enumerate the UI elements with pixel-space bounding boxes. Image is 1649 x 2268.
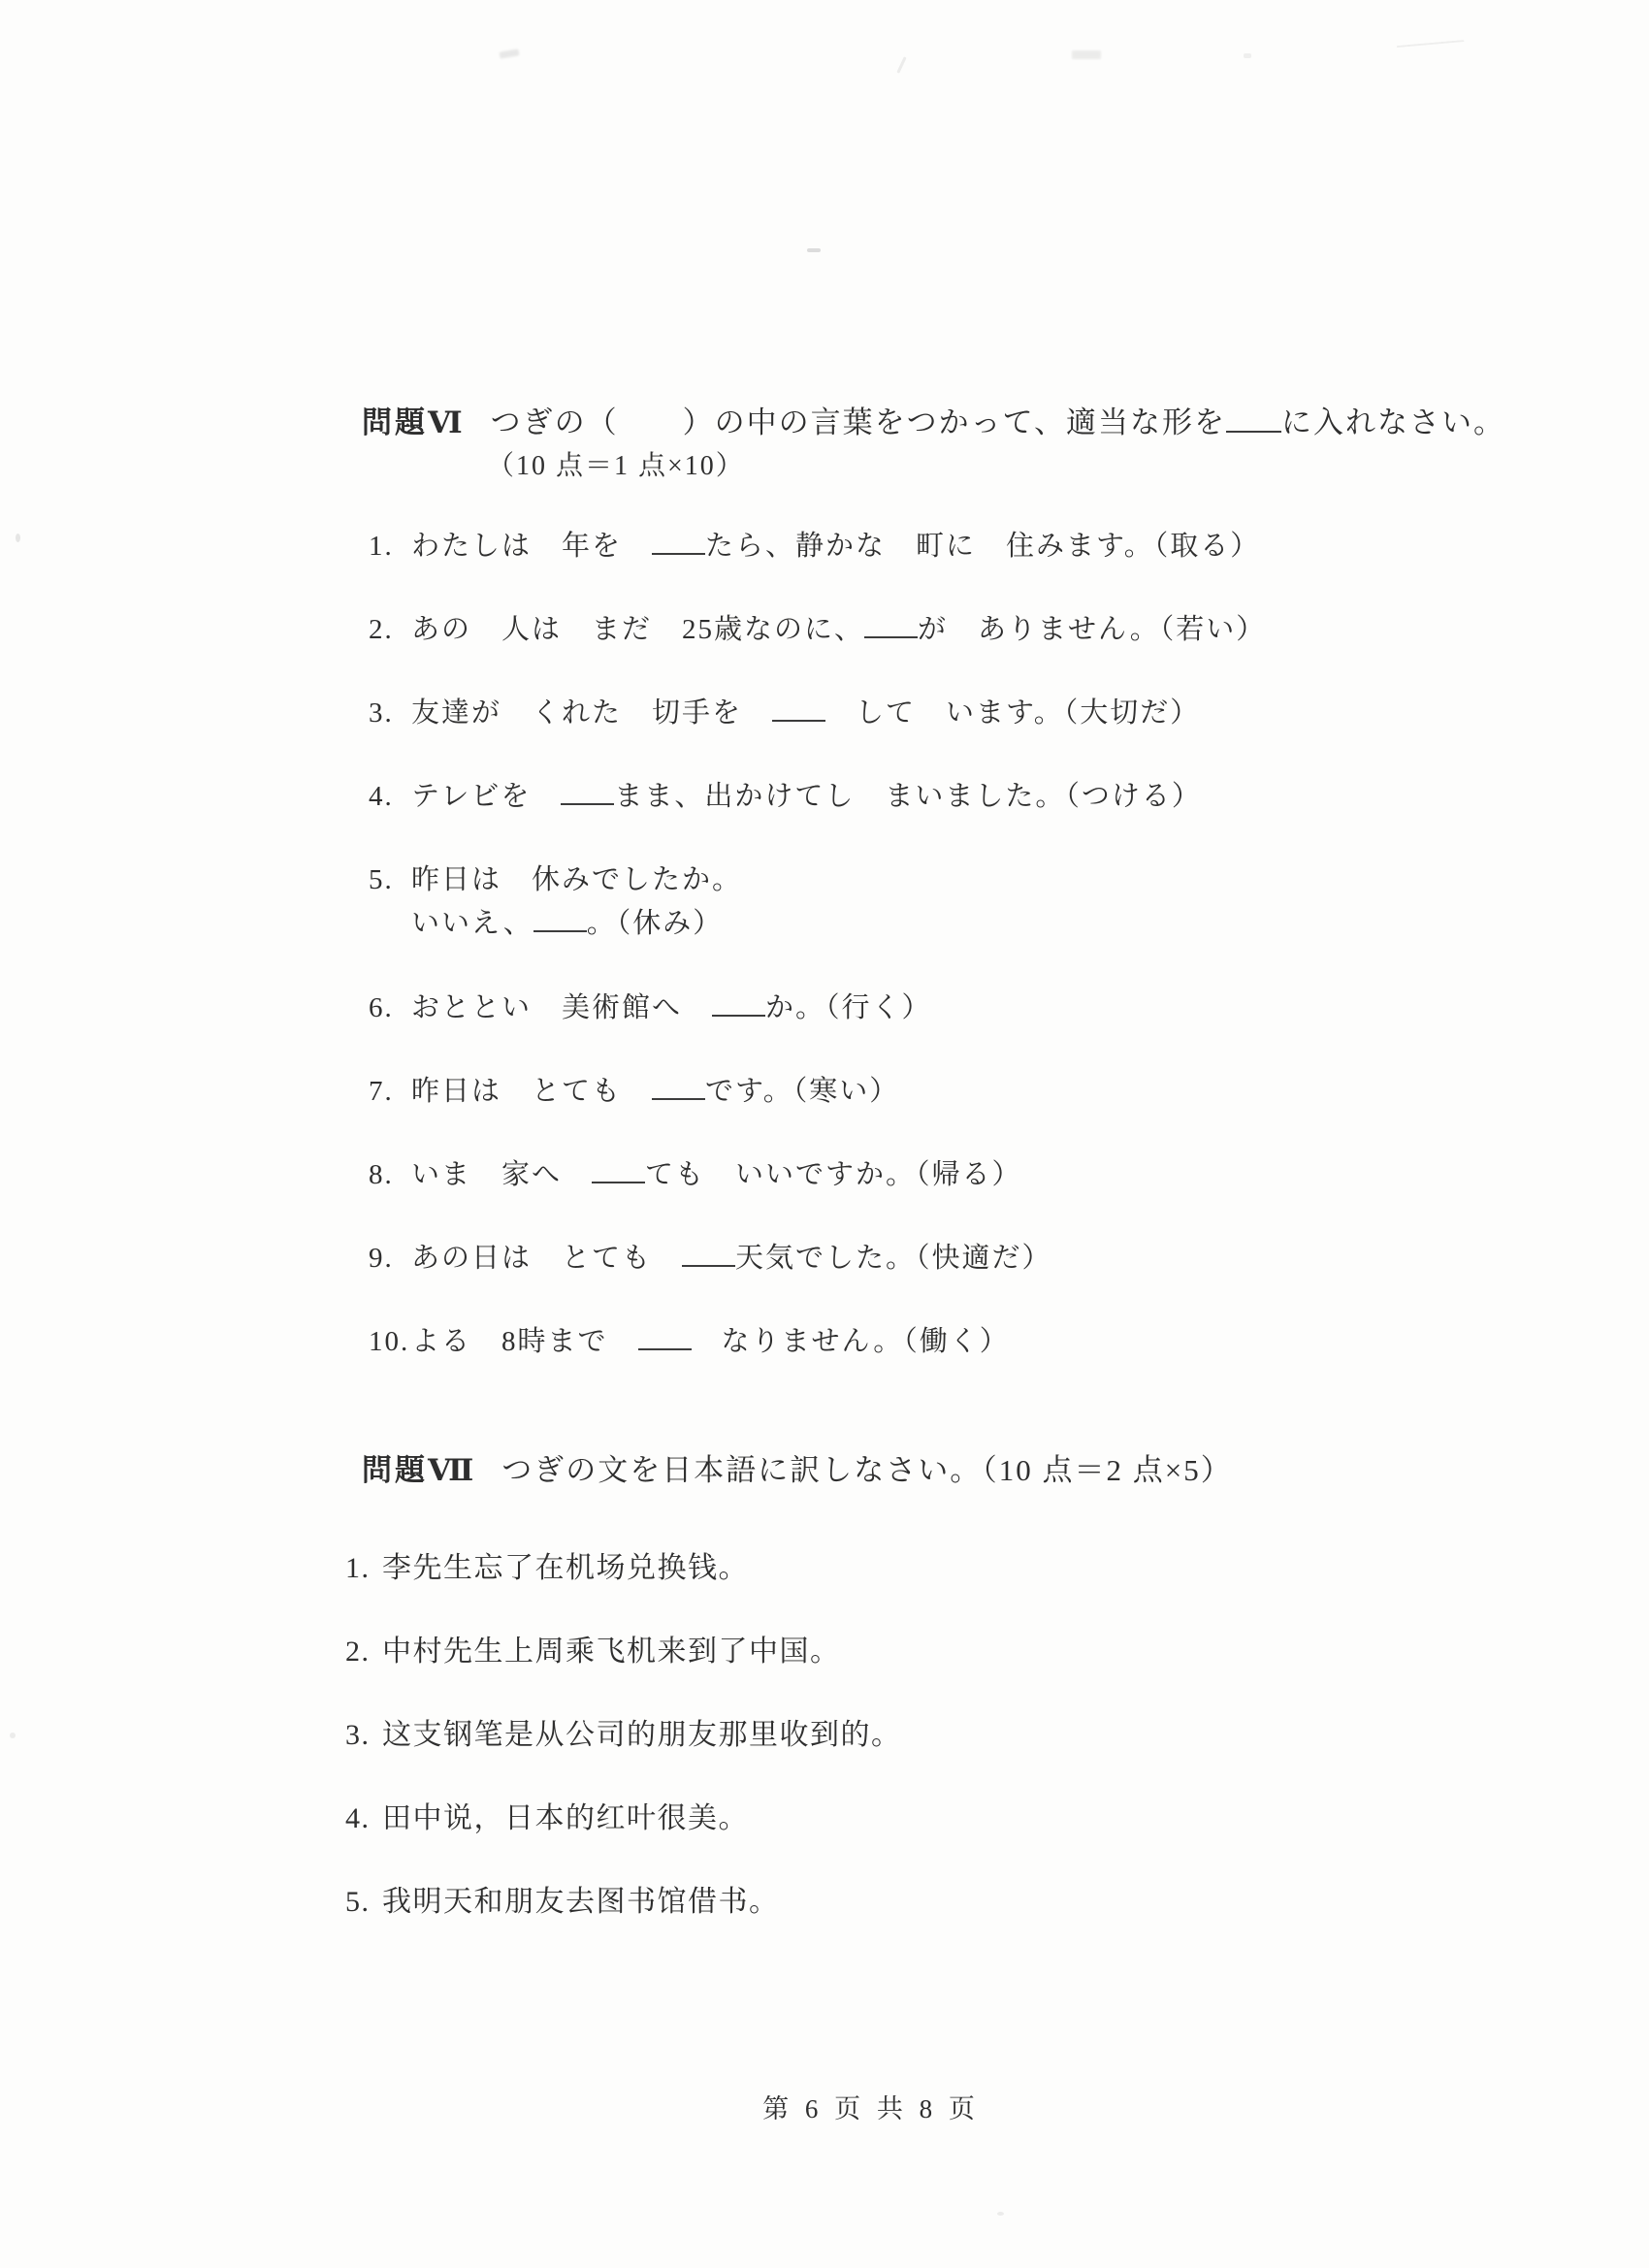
- question-post-text: か。（行く）: [765, 992, 932, 1023]
- question-line: [411, 612, 1266, 647]
- translation-number: 4.: [345, 1802, 371, 1834]
- translation-row-4: [345, 1800, 749, 1837]
- section6-heading: [362, 398, 1505, 441]
- translation-row-3: [345, 1717, 902, 1754]
- question-post-text: 天気でした。（快適だ）: [735, 1243, 1052, 1274]
- question-post-text: ても いいですか。（帰る）: [645, 1159, 1022, 1190]
- question-line: [411, 529, 1260, 564]
- question-pre-text: 友達が くれた 切手を: [411, 697, 773, 729]
- question-post-text: して います。（大切だ）: [825, 697, 1201, 729]
- question-line: [411, 779, 1202, 814]
- question-row-10: [369, 1324, 1010, 1359]
- translation-row-5: [345, 1884, 780, 1921]
- question-number: 6.: [369, 992, 394, 1023]
- section7-label: 問題Ⅶ: [362, 1453, 477, 1487]
- answer-blank: [652, 553, 705, 555]
- translation-row-2: [345, 1634, 841, 1670]
- section6-label: 問題Ⅵ: [362, 405, 466, 439]
- section7-instruction: つぎの文を日本語に訳しなさい。（10 点＝2 点×5）: [501, 1453, 1233, 1487]
- question-text: [411, 1157, 1022, 1192]
- translation-number: 5.: [345, 1886, 371, 1918]
- question-post-text: です。（寒い）: [705, 1076, 900, 1107]
- question-text: [411, 529, 1260, 564]
- question-row-1: [369, 529, 1260, 564]
- answer-blank: [638, 1348, 692, 1350]
- translation-row-1: [345, 1550, 749, 1587]
- translation-number: 2.: [345, 1636, 371, 1668]
- answer-blank: [712, 1015, 765, 1017]
- question-number: 3.: [369, 697, 394, 729]
- question-line: [411, 1074, 899, 1109]
- question-post-text: が ありません。（若い）: [918, 614, 1267, 645]
- question-pre-text: あの 人は まだ 25歳なのに、: [411, 614, 865, 645]
- question-row-7: [369, 1074, 899, 1109]
- question-row-8: [369, 1157, 1022, 1192]
- answer-blank: [772, 720, 825, 722]
- answer-blank: [652, 1098, 705, 1100]
- question-row-9: [369, 1241, 1052, 1276]
- question-pre-text: テレビを: [411, 781, 562, 812]
- question-pre-text: おととい 美術館へ: [411, 992, 713, 1023]
- question-number: 7.: [369, 1076, 394, 1107]
- question-line: [411, 1324, 1010, 1359]
- scan-artifact: [1244, 53, 1251, 58]
- translation-number: 3.: [345, 1719, 371, 1751]
- question-post-text: 。（休み）: [586, 908, 724, 939]
- translation-number: 1.: [345, 1552, 371, 1584]
- instruction-blank-line: [1226, 431, 1281, 433]
- scan-artifact: [500, 49, 520, 58]
- question-pre-text: わたしは 年を: [411, 531, 653, 562]
- scan-artifact: [807, 248, 821, 252]
- scan-artifact: [896, 56, 906, 74]
- translation-text: 这支钢笔是从公司的朋友那里收到的。: [382, 1719, 902, 1751]
- question-pre-text: いいえ、: [411, 908, 534, 939]
- question-pre-text: 昨日は とても: [411, 1076, 653, 1107]
- question-number: 5.: [369, 864, 394, 895]
- question-line: [411, 1157, 1022, 1192]
- question-post-text: たら、静かな 町に 住みます。（取る）: [705, 531, 1261, 562]
- section6-instruction-post: に入れなさい。: [1281, 405, 1506, 439]
- translation-text: 李先生忘了在机场兑换钱。: [382, 1552, 749, 1584]
- question-number: 4.: [369, 781, 394, 812]
- question-text: [411, 1241, 1052, 1276]
- question-number: 10.: [369, 1326, 410, 1357]
- scan-artifact: [1397, 40, 1466, 57]
- question-text: [411, 1074, 899, 1109]
- answer-blank: [592, 1182, 645, 1183]
- scan-artifact: [10, 1733, 16, 1738]
- question-row-2: [369, 612, 1266, 647]
- answer-blank: [864, 636, 918, 638]
- question-text: [411, 779, 1202, 814]
- question-row-4: [369, 779, 1202, 814]
- question-pre-text: よる 8時まで: [411, 1326, 638, 1357]
- question-number: 1.: [369, 531, 394, 562]
- question-number: 9.: [369, 1243, 394, 1274]
- question-line: [411, 906, 742, 941]
- scan-artifact: [1072, 50, 1101, 59]
- section6-instruction-pre: つぎの（ ）の中の言葉をつかって、適当な形を: [490, 405, 1227, 439]
- translation-text: 我明天和朋友去图书馆借书。: [382, 1886, 780, 1918]
- question-line: [411, 990, 932, 1025]
- question-line1: 昨日は 休みでしたか。: [411, 864, 743, 895]
- translation-text: 中村先生上周乘飞机来到了中国。: [382, 1636, 841, 1668]
- question-row-3: [369, 696, 1200, 730]
- answer-blank: [561, 803, 614, 805]
- question-text: [411, 612, 1266, 647]
- section6-points: （10 点＝1 点×10）: [487, 451, 745, 481]
- question-line: [411, 696, 1200, 730]
- question-post-text: なりません。（働く）: [691, 1326, 1010, 1357]
- question-number: 8.: [369, 1159, 394, 1190]
- question-number: 2.: [369, 614, 394, 645]
- question-pre-text: いま 家へ: [411, 1159, 593, 1190]
- page-number-footer: 第 6 页 共 8 页: [762, 2094, 980, 2123]
- section7-heading: [362, 1445, 1233, 1489]
- question-row-6: [369, 990, 932, 1025]
- translation-text: 田中说，日本的红叶很美。: [382, 1802, 749, 1834]
- question-row-5: [369, 862, 742, 941]
- question-pre-text: あの日は とても: [411, 1243, 683, 1274]
- question-text: [411, 696, 1200, 730]
- question-text: [411, 1324, 1010, 1359]
- scan-artifact: [997, 2212, 1004, 2216]
- question-text: [411, 862, 742, 941]
- question-text: [411, 990, 932, 1025]
- question-post-text: まま、出かけてし まいました。（つける）: [614, 781, 1202, 812]
- scan-artifact: [16, 534, 20, 542]
- question-line: [411, 1241, 1052, 1276]
- answer-blank: [682, 1265, 735, 1267]
- answer-blank: [534, 930, 587, 932]
